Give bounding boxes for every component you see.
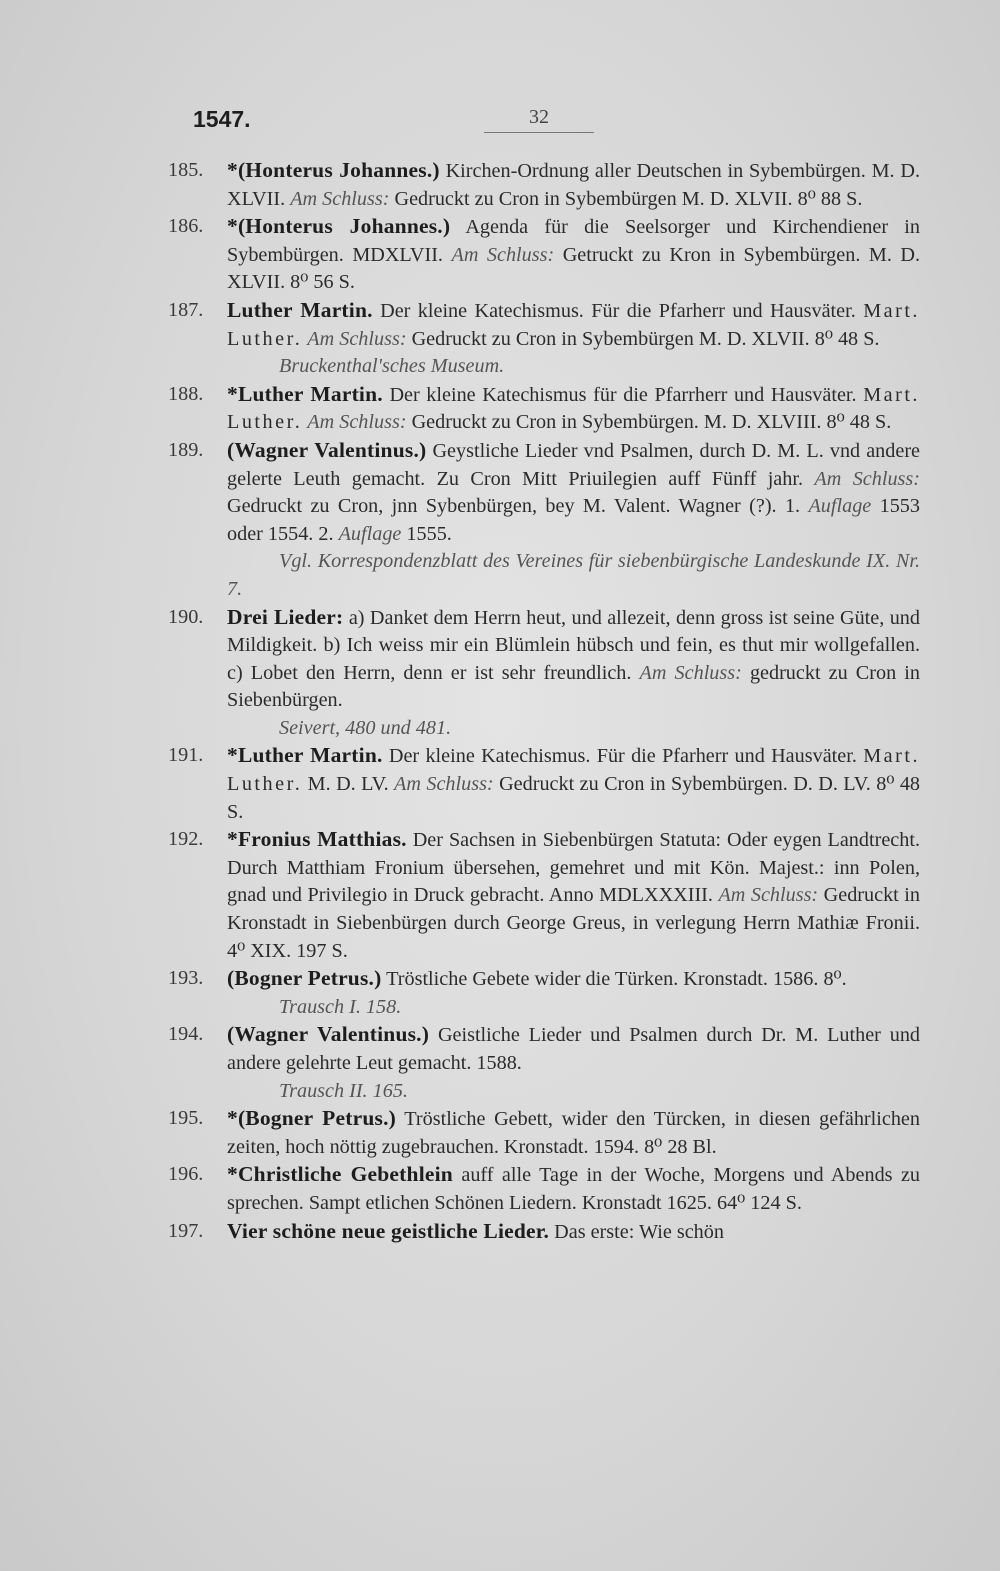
entry-189 [168,437,920,604]
entry-text: Getruckt zu Kron in Sybembürgen. M. D. XLVII. 8⁰ 56 S. [227,243,920,294]
entry-text: Der kleine Katechismus. Für die Pfarherr und Hausväter. [382,745,864,768]
entry-number: 195. [168,1107,204,1130]
entry-text: Der Sachsen in Siebenbürgen Statuta: Oder eygen Landtrecht. Durch Matthiam Fronium übersehen, gemehret und mit Kön. Majest.: inn Polen, gnad und Privilegio in Druck gebracht. Anno MDLXXXIII. [227,829,920,907]
entry-number: 194. [168,1023,204,1046]
entry-text: M. D. LV. [302,773,395,796]
entry-number: 188. [168,382,204,405]
entry-190 [168,604,920,743]
entry-text: Der kleine Katechismus. Für die Pfarherr und Hausväter. [372,299,864,322]
entry-note-label: Am Schluss: [639,661,742,684]
entry-reference: Trausch II. 165. [279,1079,408,1102]
entry-reference: Vgl. Korrespondenzblatt des Vereines für siebenbürgische Landeskunde IX. Nr. 7. [227,550,920,600]
entry-note-label: Am Schluss: [814,467,920,490]
entry-author: *Luther Martin. [227,743,383,768]
entry-192 [168,826,920,965]
entry-193 [168,965,920,1021]
entry-text: Gedruckt zu Cron in Sybembürgen. M. D. XLVIII. 8⁰ 48 S. [406,411,892,434]
entry-text: Agenda für die Seelsorger und Kirchendiener in Sybembürgen. MDXLVII. [227,216,920,266]
entry-number: 187. [168,298,204,321]
entry-author: *(Honterus Johannes.) [227,214,451,239]
entry-text: Tröstliche Gebete wider die Türken. Kronstadt. 1586. 8⁰. [381,968,847,991]
entry-text: Tröstliche Gebett, wider den Türcken, in diesen gefährlichen zeiten, hoch nöttig zugebrauchen. Kronstadt. 1594. 8⁰ 28 Bl. [227,1108,920,1158]
bibliography-list [168,157,920,1246]
entry-author: *(Honterus Johannes.) [227,158,440,182]
entry-196 [168,1161,920,1217]
entry-text: Kirchen-Ordnung aller Deutschen in Sybembürgen. M. D. XLVII. [227,160,920,210]
entry-text: gedruckt zu Cron in Siebenbürgen. [227,661,920,712]
entry-note-label: Am Schluss: [394,773,494,796]
entry-reference: Bruckenthal'sches Museum. [279,355,505,378]
entry-spaced-name: Mart. Luther. [227,383,920,434]
entry-text: 1553 oder 1554. 2. [227,495,920,545]
entry-text: Der kleine Katechismus für die Pfarrherr und Hausväter. [382,383,864,406]
entry-number: 191. [168,744,204,767]
entry-author: Vier schöne neue geistliche Lieder. [227,1218,550,1243]
entry-author: (Wagner Valentinus.) [227,437,427,462]
entry-197 [168,1218,920,1247]
entry-text: Geystliche Lieder vnd Psalmen, durch D. M. L. vnd andere gelerte Leuth gemacht. Zu Cron Mitt Priuilegien auff Fünff jahr. [227,439,921,490]
entry-author: *Christliche Gebethlein [227,1162,453,1187]
entry-text: Gedruckt zu Cron in Sybembürgen. D. D. LV. 8⁰ 48 S. [227,773,921,823]
entry-191 [168,742,920,826]
entry-number: 192. [168,828,204,851]
entry-number: 189. [168,438,204,461]
entry-edition-label: Auflage [808,495,872,518]
entry-number: 186. [168,215,204,238]
entry-185 [168,157,920,213]
entry-number: 197. [168,1219,204,1242]
entry-note-label: Am Schluss: [451,243,555,266]
entry-text: auff alle Tage in der Woche, Morgens und Abends zu sprechen. Sampt etlichen Schönen Liedern. Kronstadt 1625. 64⁰ 124 S. [227,1164,920,1214]
entry-author: *(Bogner Petrus.) [227,1106,397,1131]
page-number: 32 [484,106,594,133]
entry-note-label: Am Schluss: [307,411,407,434]
entry-text: Gedruckt in Kronstadt in Siebenbürgen durch George Greus, in verlegung Herrn Mathiæ Fronii. 4⁰ XIX. 197 S. [227,884,920,962]
entry-spaced-name: Mart. Luther. [227,299,920,350]
entry-edition-label: Auflage [338,522,402,545]
entry-number: 196. [168,1163,204,1186]
entry-reference: Trausch I. 158. [279,995,402,1018]
entry-note-label: Am Schluss: [718,884,819,907]
entry-186 [168,213,920,297]
entry-195 [168,1105,920,1161]
entry-note-label: Am Schluss: [290,187,390,210]
page-year: 1547. [193,106,251,132]
entry-text: Das erste: Wie schön [549,1220,724,1243]
entry-reference: Seivert, 480 und 481. [279,716,452,739]
entry-author: Drei Lieder: [227,604,344,629]
entry-number: 190. [168,605,204,628]
entry-187 [168,297,920,381]
entry-author: (Wagner Valentinus.) [227,1022,430,1047]
entry-author: Luther Martin. [227,297,373,322]
entry-number: 193. [168,967,204,990]
entry-spaced-name: Mart. Luther. [227,745,920,796]
entry-text: Geistliche Lieder und Psalmen durch Dr. M. Luther und andere gelehrte Leut gemacht. 1588. [227,1024,921,1074]
entry-text: 1555. [401,522,452,545]
entry-number: 185. [168,159,204,181]
entry-text: Gedruckt zu Cron, jnn Sybenbürgen, bey M. Valent. Wagner (?). 1. [227,495,809,518]
entry-text: Gedruckt zu Cron in Sybembürgen M. D. XLVII. 8⁰ 88 S. [389,187,863,210]
entry-author: *Fronius Matthias. [227,827,407,852]
entry-194 [168,1021,920,1105]
entry-note-label: Am Schluss: [307,327,407,350]
entry-text: a) Danket dem Herrn heut, und allezeit, denn gross ist seine Güte, und Mildigkeit. b) Ich weiss mir ein Blümlein hübsch und fein, es thut mir wollgefallen. c) Lobet den Herrn, denn er ist sehr freundlich. [227,606,920,684]
entry-188 [168,381,920,437]
entry-text: Gedruckt zu Cron in Sybembürgen M. D. XLVII. 8⁰ 48 S. [406,327,880,350]
entry-author: (Bogner Petrus.) [227,966,382,991]
entry-author: *Luther Martin. [227,381,383,406]
